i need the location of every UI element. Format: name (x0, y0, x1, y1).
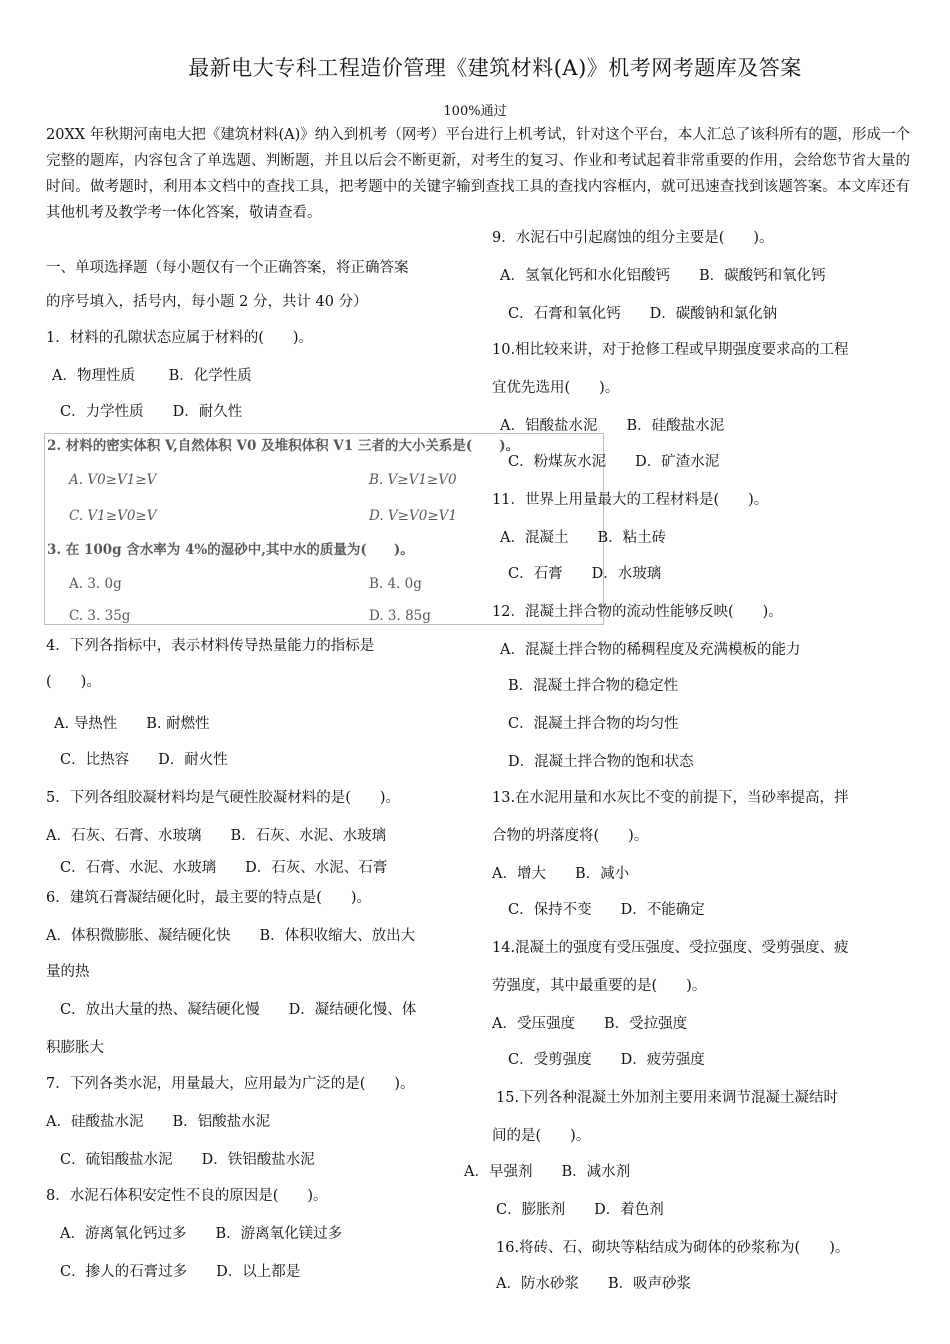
q3-option-a: A. 3. 0g (69, 576, 122, 592)
question-1: 1．材料的孔隙状态应属于材料的( )。 (46, 330, 314, 346)
question-8: 8．水泥石体积安定性不良的原因是( )。 (46, 1188, 328, 1204)
question-7: 7．下列各类水泥，用量最大，应用最为广泛的是( )。 (46, 1076, 415, 1092)
q10-options-ab: A．铝酸盐水泥 B．硅酸盐水泥 (500, 418, 725, 434)
q10-options-cd: C．粉煤灰水泥 D．矿渣水泥 (508, 454, 720, 470)
q14-options-cd: C．受剪强度 D．疲劳强度 (508, 1052, 705, 1068)
question-5: 5．下列各组胶凝材料均是气硬性胶凝材料的是( )。 (46, 790, 401, 806)
q9-options-ab: A．氢氧化钙和水化铝酸钙 B．碳酸钙和氧化钙 (500, 268, 826, 284)
q7-options-ab: A．硅酸盐水泥 B．铝酸盐水泥 (46, 1114, 271, 1130)
q15-options-cd: C．膨胀剂 D．着色剂 (496, 1202, 664, 1218)
question-16: 16.将砖、石、砌块等粘结成为砌体的砂浆称为( )。 (496, 1240, 850, 1256)
q11-options-ab: A．混凝土 B．粘土砖 (500, 530, 667, 546)
question-12: 12．混凝土拌合物的流动性能够反映( )。 (492, 604, 783, 620)
q8-options-cd: C．掺人的石膏过多 D．以上都是 (60, 1264, 301, 1280)
q13-options-ab: A．增大 B．减小 (492, 866, 630, 882)
q15-options-ab: A．早强剂 B．减水剂 (464, 1164, 631, 1180)
q12-option-a: A．混凝土拌合物的稀稠程度及充满模板的能力 (500, 642, 801, 658)
question-14-cont: 劳强度，其中最重要的是( )。 (492, 978, 707, 994)
document-title: 最新电大专科工程造价管理《建筑材料(A)》机考网考题库及答案 (188, 56, 802, 80)
question-14: 14.混凝土的强度有受压强度、受拉强度、受剪强度、疲 (492, 940, 849, 956)
q11-options-cd: C．石膏 D．水玻璃 (508, 566, 662, 582)
question-15-cont: 间的是( )。 (492, 1128, 591, 1144)
q13-options-cd: C．保持不变 D．不能确定 (508, 902, 705, 918)
question-9: 9．水泥石中引起腐蚀的组分主要是( )。 (492, 230, 774, 246)
q6-option-cd-cont: 积膨胀大 (46, 1040, 104, 1056)
q6-option-cd: C．放出大量的热、凝结硬化慢 D．凝结硬化慢、体 (60, 1002, 417, 1018)
intro-paragraph: 20XX 年秋期河南电大把《建筑材料(A)》纳入到机考（网考）平台进行上机考试，针对这个平台，本人汇总了该科所有的题，形成一个完整的题库，内容包含了单选题、判断题，并且以后会不断更新，对考生的复习、作业和考试起着非常重要的作用，会给您节省大量的时间。做考题时，利用本文档中的查找工具，把考题中的关键字输到查找工具的查找内容框内，就可迅速查找到该题答案。本文库还有其他机考及教学考一体化答案，敬请查看。 (46, 127, 910, 221)
question-4-cont: ( )。 (46, 674, 101, 690)
q3-option-b: B. 4. 0g (369, 576, 422, 592)
question-11: 11．世界上用量最大的工程材料是( )。 (492, 492, 769, 508)
q2-option-a: A. V0≥V1≥V (69, 472, 157, 488)
question-10: 10.相比较来讲，对于抢修工程或早期强度要求高的工程 (492, 342, 849, 358)
q7-options-cd: C．硫铝酸盐水泥 D．铁铝酸盐水泥 (60, 1152, 315, 1168)
q2-option-b: B. V≥V1≥V0 (369, 472, 457, 488)
q12-option-b: B．混凝土拌合物的稳定性 (508, 678, 679, 694)
q2-option-d: D. V≥V0≥V1 (369, 508, 457, 524)
question-15: 15.下列各种混凝土外加剂主要用来调节混凝土凝结时 (496, 1090, 839, 1106)
q9-options-cd: C．石膏和氧化钙 D．碳酸钠和氯化钠 (508, 306, 778, 322)
question-3: 3. 在 100g 含水率为 4%的湿砂中,其中水的质量为( )。 (47, 542, 414, 558)
question-6: 6．建筑石膏凝结硬化时，最主要的特点是( )。 (46, 890, 372, 906)
q4-options-cd: C．比热容 D．耐火性 (60, 752, 228, 768)
q2-option-c: C. V1≥V0≥V (69, 508, 157, 524)
q12-option-c: C．混凝土拌合物的均匀性 (508, 716, 679, 732)
question-10-cont: 宜优先选用( )。 (492, 380, 620, 396)
question-13-cont: 合物的坍落度将( )。 (492, 828, 649, 844)
q14-options-ab: A．受压强度 B．受拉强度 (492, 1016, 688, 1032)
q8-options-ab: A．游离氧化钙过多 B．游离氧化镁过多 (60, 1226, 343, 1242)
q6-option-ab: A．体积微膨胀、凝结硬化快 B．体积收缩大、放出大 (46, 928, 416, 944)
section-heading: 一、单项选择题（每小题仅有一个正确答案，将正确答案 (46, 260, 409, 276)
question-4: 4．下列各指标中，表示材料传导热量能力的指标是 (46, 638, 375, 654)
question-13: 13.在水泥用量和水灰比不变的前提下，当砂率提高，拌 (492, 790, 849, 806)
q1-options-ab: A．物理性质 B．化学性质 (52, 368, 252, 384)
q5-options-cd: C．石膏、水泥、水玻璃 D．石灰、水泥、石膏 (60, 860, 388, 876)
q12-option-d: D．混凝土拌合物的饱和状态 (508, 754, 694, 770)
document-subtitle: 100%通过 (443, 104, 507, 119)
q3-option-d: D. 3. 85g (369, 608, 431, 624)
q1-options-cd: C．力学性质 D．耐久性 (60, 404, 243, 420)
section-heading-cont: 的序号填入，括号内，每小题 2 分，共计 40 分） (46, 294, 368, 310)
q4-options-ab: A. 导热性 B. 耐燃性 (54, 716, 210, 732)
q5-options-ab: A．石灰、石膏、水玻璃 B．石灰、水泥、水玻璃 (46, 828, 387, 844)
question-2: 2. 材料的密实体积 V,自然体积 V0 及堆积体积 V1 三者的大小关系是( )。 (47, 438, 520, 454)
q3-option-c: C. 3. 35g (69, 608, 131, 624)
q16-options-ab: A．防水砂浆 B．吸声砂浆 (496, 1276, 692, 1292)
q6-option-ab-cont: 量的热 (46, 964, 90, 980)
